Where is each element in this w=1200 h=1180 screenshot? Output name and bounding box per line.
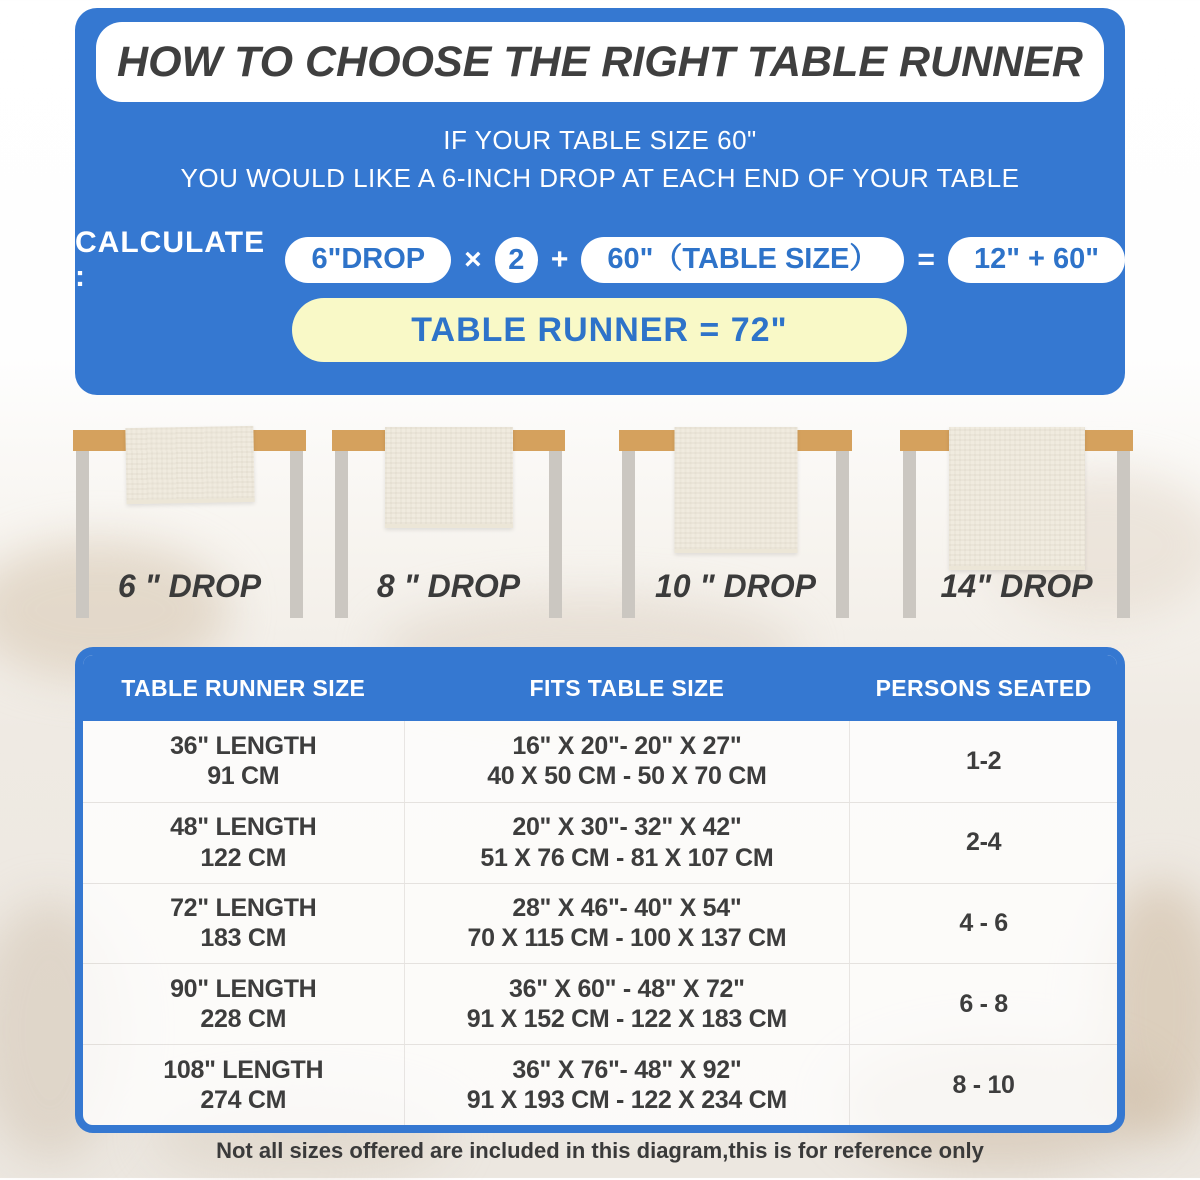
column-header-runner-size: TABLE RUNNER SIZE: [121, 674, 366, 701]
persons-cell: 6 - 8: [959, 989, 1008, 1018]
table-runner: [674, 427, 797, 553]
fits-size-cm: 91 X 152 CM - 122 X 183 CM: [466, 1005, 787, 1034]
fits-size-cm: 91 X 193 CM - 122 X 234 CM: [466, 1086, 787, 1115]
plus-sign: +: [550, 243, 569, 276]
fits-size-inches: 36" X 76"- 48" X 92": [512, 1055, 742, 1084]
runner-size-cm: 228 CM: [200, 1005, 287, 1034]
size-chart-header: [83, 655, 1117, 721]
drop-examples: [0, 430, 1200, 625]
persons-cell: 1-2: [965, 746, 1002, 775]
drop-label: 14" DROP: [940, 568, 1093, 604]
drop-label: 8 " DROP: [376, 568, 521, 604]
subtitle-line-1: IF YOUR TABLE SIZE 60": [443, 125, 757, 155]
result-pill: TABLE RUNNER = 72": [292, 298, 907, 362]
table-runner: [125, 426, 254, 504]
table-figure: [900, 430, 1133, 620]
fits-size-cm: 51 X 76 CM - 81 X 107 CM: [480, 843, 774, 872]
runner-size-cm: 122 CM: [200, 843, 287, 872]
size-row: [83, 721, 1117, 802]
column-header-fits-size: FITS TABLE SIZE: [529, 674, 725, 701]
fits-size-cell: [404, 721, 851, 802]
disclaimer-note: Not all sizes offered are included in this diagram,this is for reference only: [216, 1138, 984, 1163]
persons-cell: 2-4: [965, 828, 1002, 857]
runner-size-inches: 48" LENGTH: [170, 813, 317, 842]
table-runner: [949, 427, 1085, 570]
fits-size-inches: 28" X 46"- 40" X 54": [512, 893, 742, 922]
fits-size-cell: [404, 884, 851, 964]
persons-cell: 4 - 6: [959, 908, 1008, 937]
multiply-sign: ×: [464, 243, 482, 276]
runner-size-inches: 36" LENGTH: [170, 731, 317, 760]
multiplier-badge: 2: [495, 237, 538, 283]
runner-size-inches: 108" LENGTH: [163, 1055, 324, 1084]
runner-size-cm: 274 CM: [200, 1086, 287, 1115]
calculation-row: [75, 226, 1125, 293]
fits-size-cell: [404, 964, 851, 1044]
size-row: [83, 1044, 1117, 1125]
drop-label: 10 " DROP: [655, 568, 816, 604]
runner-size-cell: [83, 974, 404, 1035]
fits-size-inches: 20" X 30"- 32" X 42": [512, 813, 742, 842]
fits-size-cell: [404, 1045, 851, 1125]
sum-pill: 12" + 60": [948, 237, 1125, 283]
persons-cell: 8 - 10: [952, 1070, 1015, 1099]
runner-size-inches: 72" LENGTH: [170, 893, 317, 922]
table-size-pill: 60"（TABLE SIZE）: [581, 237, 904, 283]
runner-size-cell: [83, 1055, 404, 1116]
size-chart-body: [83, 721, 1117, 1125]
size-chart-panel: [75, 647, 1125, 1133]
runner-size-cell: [83, 812, 404, 873]
instructions-panel: [75, 8, 1125, 395]
size-row: [83, 802, 1117, 883]
equals-sign: =: [917, 243, 935, 276]
runner-size-cell: [83, 731, 404, 792]
drop-label: 6 " DROP: [117, 568, 262, 604]
runner-size-cm: 183 CM: [200, 924, 287, 953]
subtitle-line-2: YOU WOULD LIKE A 6-INCH DROP AT EACH END OF YOUR TABLE: [180, 163, 1020, 193]
fits-size-cm: 70 X 115 CM - 100 X 137 CM: [467, 924, 787, 953]
runner-size-inches: 90" LENGTH: [170, 974, 317, 1003]
table-figure: [619, 430, 852, 620]
table-figure: [332, 430, 565, 620]
fits-size-cm: 40 X 50 CM - 50 X 70 CM: [487, 762, 767, 791]
column-header-persons: PERSONS SEATED: [875, 674, 1092, 701]
page-title: HOW TO CHOOSE THE RIGHT TABLE RUNNER: [117, 37, 1083, 86]
calculate-label: CALCULATE :: [75, 226, 266, 293]
size-row: [83, 883, 1117, 964]
table-figure: [73, 430, 306, 620]
fits-size-cell: [404, 803, 851, 883]
fits-size-inches: 36" X 60" - 48" X 72": [509, 974, 745, 1003]
size-row: [83, 963, 1117, 1044]
title-banner: [96, 22, 1104, 102]
drop-value-pill: 6"DROP: [285, 237, 451, 283]
runner-size-cell: [83, 893, 404, 954]
table-runner: [385, 427, 513, 528]
fits-size-inches: 16" X 20"- 20" X 27": [512, 731, 742, 760]
runner-size-cm: 91 CM: [207, 762, 280, 791]
